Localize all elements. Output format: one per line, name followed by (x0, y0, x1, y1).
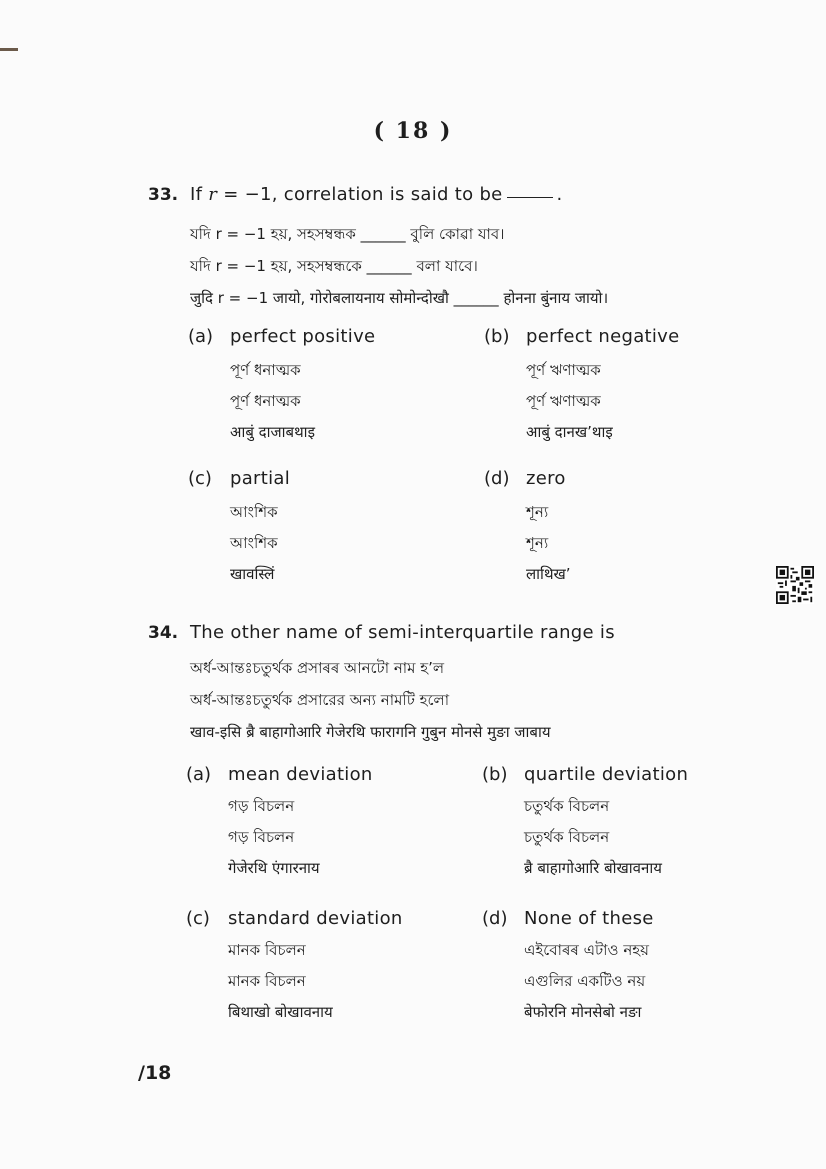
answer-blank (507, 196, 553, 198)
qr-code-icon (776, 566, 814, 604)
option-translation: আংশিক (230, 503, 278, 521)
option-c (186, 908, 403, 1028)
option-translation: लाथिख’ (526, 565, 571, 583)
option-translation: এগুলির একটিও নয় (524, 972, 646, 990)
option-translation: শূন্য (526, 534, 549, 552)
option-text: standard deviation (228, 908, 403, 929)
option-letter: (b) (482, 764, 508, 785)
option-translation: গড় বিচলন (228, 797, 295, 815)
question-translation-assamese: যদি r = −1 হয়, সহসম্বন্ধক ______ বুলি কোৱা যাব। (190, 225, 505, 243)
option-letter: (b) (484, 326, 510, 347)
option-translation: শূন্য (526, 503, 549, 521)
question-translation-bodo: जुदि r = −1 जायो, गोरोबलायनाय सोमोन्दोखौ ______ होनना बुंनाय जायो। (190, 289, 609, 307)
option-text: partial (230, 468, 291, 489)
option-translation: আংশিক (230, 534, 278, 552)
question-translation-bodo: खाव-इसि ब्रै बाहागोआरि गेजेरथि फारागनि गुबुन मोनसे मुङा जाबाय (190, 723, 551, 741)
option-text: perfect negative (526, 326, 680, 347)
question-34 (148, 622, 786, 1064)
option-translation: পূর্ণ ঋণাত্মক (526, 392, 601, 410)
option-d (484, 468, 571, 590)
option-text: zero (526, 468, 566, 489)
question-text: If r = −1, correlation is said to be . (190, 184, 563, 205)
page-number: ( 18 ) (373, 118, 453, 144)
option-translation: गेजेरथि एंगारनाय (228, 859, 320, 877)
page-edge-mark (0, 48, 18, 51)
option-translation: মানক বিচলন (228, 941, 306, 959)
question-translation-assamese: অৰ্ধ-আন্তঃচতুৰ্থক প্ৰসাৰৰ আনটো নাম হ’ল (190, 659, 445, 677)
option-translation: মানক বিচলন (228, 972, 306, 990)
footer-page-code: /18 (138, 1062, 172, 1084)
option-translation: এইবোৰৰ এটাও নহয় (524, 941, 650, 959)
question-text: The other name of semi-interquartile range is (190, 622, 615, 643)
option-translation: চতুর্থক বিচলন (524, 828, 610, 846)
option-c (188, 468, 290, 590)
option-translation: आबुं दाजाबथाइ (230, 423, 315, 441)
question-number: 33. (148, 185, 179, 205)
option-translation: ब्रै बाहागोआरि बोखावनाय (524, 859, 662, 877)
question-translation-bengali: যদি r = −1 হয়, সহসম্বন্ধকে ______ বলা যাবে। (190, 257, 478, 275)
option-letter: (a) (188, 326, 214, 347)
option-translation: आबुं दानख’थाइ (526, 423, 613, 441)
option-letter: (d) (482, 908, 508, 929)
option-a (188, 326, 375, 448)
option-translation: खावस्लिं (230, 565, 275, 583)
option-text: perfect positive (230, 326, 376, 347)
question-number: 34. (148, 623, 179, 643)
option-letter: (c) (186, 908, 210, 929)
option-translation: পূৰ্ণ ধনাত্মক (230, 361, 301, 379)
option-letter: (d) (484, 468, 510, 489)
option-b (482, 764, 688, 884)
option-b (484, 326, 680, 448)
option-letter: (a) (186, 764, 212, 785)
option-letter: (c) (188, 468, 212, 489)
option-translation: পূর্ণ ধনাত্মক (230, 392, 301, 410)
option-d (482, 908, 654, 1028)
option-text: None of these (524, 908, 654, 929)
option-translation: बिथाखो बोखावनाय (228, 1003, 333, 1021)
question-33 (148, 184, 786, 626)
option-translation: बेफोरनि मोनसेबो नङा (524, 1003, 642, 1021)
option-text: quartile deviation (524, 764, 689, 785)
option-translation: গড় বিচলন (228, 828, 295, 846)
option-text: mean deviation (228, 764, 373, 785)
option-a (186, 764, 373, 884)
option-translation: পূৰ্ণ ঋণাত্মক (526, 361, 601, 379)
question-translation-bengali: অর্ধ-আন্তঃচতুর্থক প্রসারের অন্য নামটি হলো (190, 691, 450, 709)
option-translation: চতুৰ্থক বিচলন (524, 797, 610, 815)
